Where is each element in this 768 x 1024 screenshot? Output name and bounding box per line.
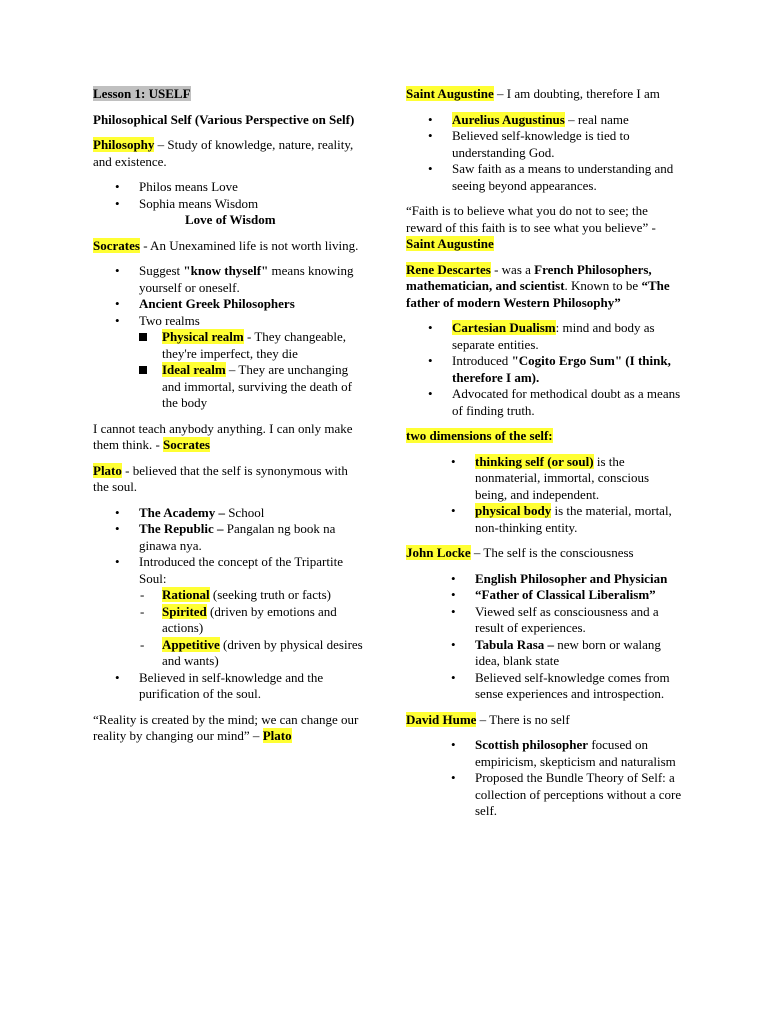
list-item: - Spirited (driven by emotions and actions) (162, 604, 363, 637)
hume-term: David Hume (406, 711, 477, 727)
faith-quote: “Faith is to believe what you do not to see; the reward of this faith is to see what you believe” - Saint Augustine (406, 203, 656, 251)
socrates-list (93, 263, 363, 329)
list-item: Physical realm - They changeable, they're imperfect, they die (162, 329, 363, 362)
lesson-title: Lesson 1: USELF (93, 86, 191, 101)
list-item: • The Republic – Pangalan ng book na ginawa nya. (139, 521, 363, 554)
soul-parts-list (93, 587, 363, 670)
locke-term: John Locke (406, 545, 471, 560)
dimensions-heading: two dimensions of the self: (406, 428, 553, 443)
list-item: • Believed self-knowledge is tied to understanding God. (452, 128, 682, 161)
list-item: • Introduced "Cogito Ergo Sum" (I think, therefore I am). (452, 353, 682, 386)
list-item: • Tabula Rasa – new born or walang idea, blank state (475, 637, 682, 670)
list-item: • Ancient Greek Philosophers (139, 296, 363, 313)
plato-definition: Plato - believed that the self is synonymous with the soul. (93, 462, 348, 494)
descartes-list (406, 320, 682, 419)
list-item: • Proposed the Bundle Theory of Self: a collection of perceptions without a core self. (475, 770, 682, 820)
list-item: • Suggest "know thyself" means knowing yourself or oneself. (139, 263, 363, 296)
list-item: • thinking self (or soul) is the nonmaterial, immortal, conscious being, and independent. (475, 454, 682, 504)
socrates-quote: Socrates - An Unexamined life is not worth living. (93, 237, 359, 253)
list-item: Ideal realm – They are unchanging and immortal, surviving the death of the body (162, 362, 363, 412)
dimensions-list (406, 454, 682, 537)
philosophy-term: Philosophy (93, 137, 155, 152)
list-item: • Aurelius Augustinus – real name (452, 112, 682, 129)
augustine-list (406, 112, 682, 195)
list-item: - Appetitive (driven by physical desires and wants) (162, 637, 363, 670)
section-title: Philosophical Self (Various Perspective on Self) (93, 111, 355, 127)
list-item: • Introduced the concept of the Tripartite Soul: (139, 554, 363, 587)
list-item: • Advocated for methodical doubt as a means of finding truth. (452, 386, 682, 419)
realms-list (93, 329, 363, 412)
descartes-term: Rene Descartes (406, 261, 491, 277)
philosophy-list (93, 179, 363, 212)
list-item: • “Father of Classical Liberalism” (475, 587, 682, 604)
socrates-term: Socrates (93, 237, 140, 253)
socrates-teach-quote: I cannot teach anybody anything. I can only make them think. - Socrates (93, 420, 353, 452)
left-column (93, 86, 363, 754)
philosophy-definition: Philosophy – Study of knowledge, nature, reality, and existence. (93, 137, 354, 169)
list-item: • Viewed self as consciousness and a result of experiences. (475, 604, 682, 637)
list-item: • Sophia means Wisdom (139, 196, 363, 213)
list-item: • Cartesian Dualism: mind and body as separate entities. (452, 320, 682, 353)
descartes-definition: Rene Descartes - was a French Philosophers, mathematician, and scientist. Known to be “The father of modern Western Philosophy” (406, 261, 670, 310)
list-item: - Rational (seeking truth or facts) (162, 587, 363, 604)
list-item: • Two realms (139, 313, 363, 330)
hume-list (406, 737, 682, 820)
augustine-term: Saint Augustine (406, 86, 494, 101)
locke-quote: John Locke – The self is the consciousness (406, 545, 634, 560)
plato-quote: “Reality is created by the mind; we can change our reality by changing our mind” – Plato (93, 711, 359, 743)
list-item: • English Philosopher and Physician (475, 571, 682, 588)
love-of-wisdom: Love of Wisdom (185, 212, 276, 227)
list-item: • physical body is the material, mortal, non-thinking entity. (475, 503, 682, 536)
list-item: • Believed in self-knowledge and the purification of the soul. (139, 670, 363, 703)
list-item: • Philos means Love (139, 179, 363, 196)
augustine-quote: Saint Augustine – I am doubting, therefore I am (406, 86, 660, 101)
list-item: • The Academy – School (139, 505, 363, 522)
right-column (406, 86, 682, 829)
list-item: • Believed self-knowledge comes from sense experiences and introspection. (475, 670, 682, 703)
list-item: • Scottish philosopher focused on empiricism, skepticism and naturalism (475, 737, 682, 770)
plato-list (93, 505, 363, 588)
hume-quote: David Hume – There is no self (406, 711, 570, 727)
plato-term: Plato (93, 462, 122, 478)
locke-list (406, 571, 682, 703)
plato-list-2 (93, 670, 363, 703)
list-item: • Saw faith as a means to understanding and seeing beyond appearances. (452, 161, 682, 194)
